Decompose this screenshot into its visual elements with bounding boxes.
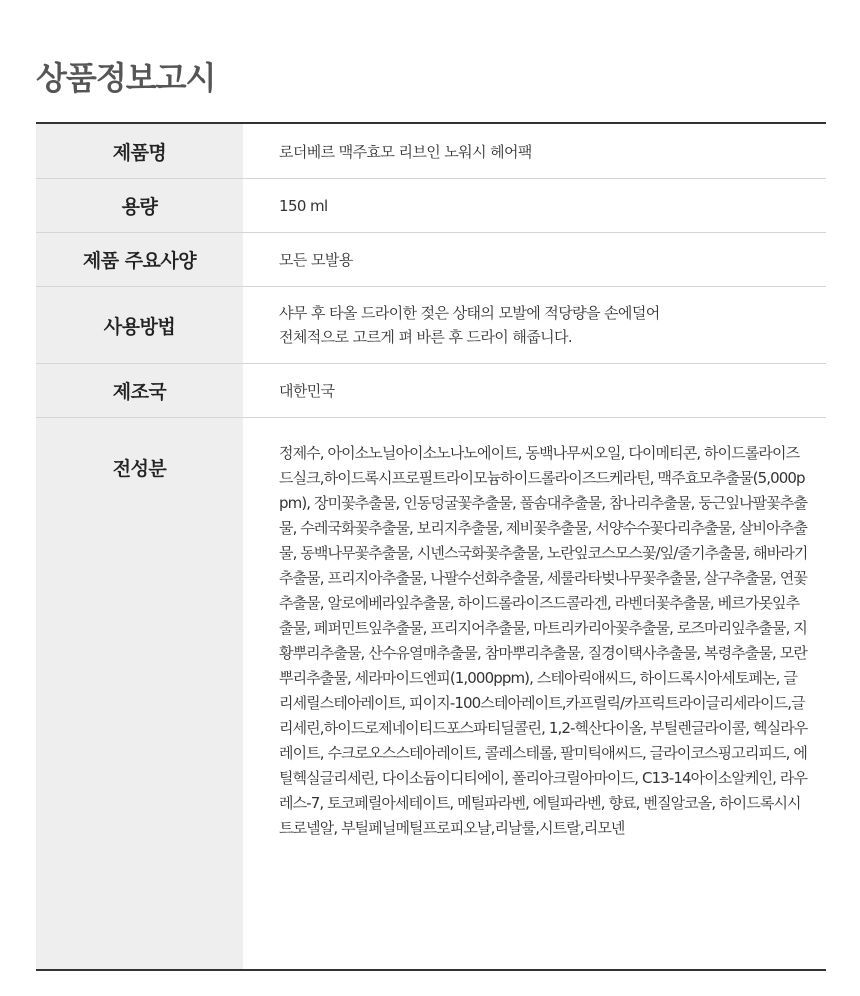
row-label: 제조국	[36, 364, 243, 417]
row-label: 제품명	[36, 124, 243, 178]
product-info-table	[36, 122, 826, 971]
page-title: 상품정보고시	[36, 59, 216, 97]
row-value: 정제수, 아이소노닐아이소노나노에이트, 동백나무씨오일, 다이메티콘, 하이드롤라이즈드실크,하이드록시프로필트라이모늄하이드롤라이즈드케라틴, 맥주효모추출물(5,000ppm), 장미꽃추출물, 인동덩굴꽃추출물, 풀솜대추출물, 참나리추출물, 둥근잎나팔꽃추출물, 수레국화꽃추출물, 보리지추출물, 제비꽃추출물, 서양수수꽃다리추출물, 살비아추출물, 동백나무꽃추출물, 시넨스국화꽃추출물, 노란잎코스모스꽃/잎/줄기추출물, 해바라기추출물, 프리지아추출물, 나팔수선화추출물, 세룰라타벚나무꽃추출물, 살구추출물, 연꽃추출물, 알로에베라잎추출물, 하이드롤라이즈드콜라겐, 라벤더꽃추출물, 베르가못잎추출물, 페퍼민트잎추출물, 프리지어추출물, 마트리카리아꽃추출물, 로즈마리잎추출물, 지황뿌리추출물, 산수유열매추출물, 참마뿌리추출물, 질경이택사추출물, 복령추출물, 모란뿌리추출물, 세라마이드엔피(1,000ppm), 스테아릭애씨드, 하이드록시아세토페논, 글리세릴스테아레이트, 피이지-100스테아레이트,카프릴릭/카프릭트라이글리세라이드,글리세린,하이드로제네이티드포스파티딜콜린, 1,2-헥산다이올, 부틸렌글라이콜, 헥실라우레이트, 수크로오스스테아레이트, 콜레스테롤, 팔미틱애씨드, 글라이코스핑고리피드, 에틸헥실글리세린, 다이소듐이디티에이, 폴리아크릴아마이드, C13-14아이소알케인, 라우레스-7, 토코페릴아세테이트, 메틸파라벤, 에틸파라벤, 향료, 벤질알코올, 하이드록시시트로넬알, 부틸페닐메틸프로피오날,리날룰,시트랄,리모넨	[279, 444, 808, 837]
row-label: 전성분	[36, 418, 243, 969]
table-row-main-spec	[36, 232, 826, 286]
table-row-ingredients	[36, 417, 826, 969]
table-row-usage	[36, 286, 826, 363]
table-row-volume	[36, 178, 826, 232]
row-label: 사용방법	[36, 287, 243, 363]
table-row-country	[36, 363, 826, 417]
row-value: 150 ml	[279, 196, 328, 215]
row-value: 로더베르 맥주효모 리브인 노워시 헤어팩	[279, 142, 532, 161]
row-value: 모든 모발용	[279, 251, 353, 269]
row-label: 제품 주요사양	[36, 233, 243, 286]
table-row-product-name	[36, 124, 826, 178]
row-value: 샤무 후 타올 드라이한 젖은 상태의 모발에 적당량을 손에덜어 전체적으로 고르게 펴 바른 후 드라이 해줍니다.	[279, 304, 660, 346]
row-label: 용량	[36, 179, 243, 232]
row-value: 대한민국	[279, 382, 335, 400]
